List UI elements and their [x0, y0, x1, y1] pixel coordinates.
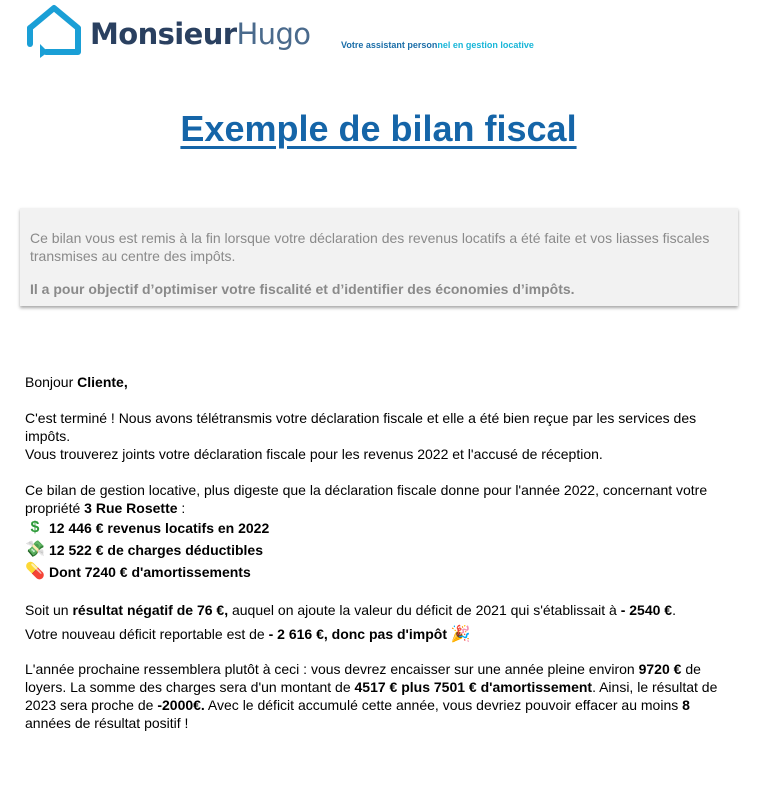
p5-g: Avec le déficit accumulé cette année, vous devriez pouvoir effacer au moins — [204, 697, 683, 713]
info-objective: Il a pour objectif d’optimiser votre fiscalité et d’identifier des économies d’impôts. — [30, 281, 575, 297]
expected-rent: 9720 € — [638, 661, 682, 677]
list-item — [25, 517, 735, 539]
pill-icon: 💊 — [25, 563, 45, 580]
list-item — [25, 539, 735, 561]
brand-name — [90, 17, 310, 51]
property-name: 3 Rue Rosette — [84, 500, 178, 516]
paragraph-3 — [25, 601, 735, 619]
p3-c: auquel on ajoute la valeur du déficit de 2021 qui s'établissait à — [228, 602, 621, 618]
list-item-text: 12 446 € revenus locatifs en 2022 — [49, 520, 270, 536]
header — [26, 4, 726, 60]
page-title — [0, 108, 757, 150]
paragraph-5 — [25, 660, 735, 732]
previous-deficit: - 2540 € — [620, 602, 673, 618]
brand-name-part1: Monsieur — [90, 17, 237, 51]
expected-charges: 4517 € plus 7501 € d'amortissement — [354, 679, 593, 695]
paragraph-2-text: Ce bilan de gestion locative, plus digeste que la déclaration fiscale donne pour l'année 2022, concernant votre propriété — [25, 482, 708, 516]
party-popper-icon: 🎉 — [450, 626, 471, 643]
new-deficit: - 2 616 €, donc pas d'impôt — [268, 626, 447, 642]
p5-e: . Ainsi, le résultat de 2023 sera proche de — [25, 679, 718, 713]
p3-e: . — [672, 602, 676, 618]
page-title-text: Exemple de bilan fiscal — [180, 108, 577, 149]
years-count: 8 — [682, 697, 690, 713]
brand-name-part2: Hugo — [236, 17, 311, 51]
letter-body — [25, 373, 735, 732]
list-item — [25, 561, 735, 583]
negative-result: résultat négatif de 76 €, — [72, 602, 229, 618]
paragraph-2 — [25, 481, 735, 517]
paragraph-1-line-1: C'est terminé ! Nous avons télétransmis votre déclaration fiscale et elle a été bien reçue par les services des impôts. — [25, 410, 697, 444]
p4-a: Votre nouveau déficit reportable est de — [25, 626, 269, 642]
brand-tagline — [341, 40, 534, 50]
tagline-part1: Votre assistant person — [341, 40, 438, 50]
info-box — [20, 208, 738, 306]
list-item-text: Dont 7240 € d'amortissements — [49, 564, 251, 580]
tagline-part2: nel en gestion locative — [437, 40, 534, 50]
house-logo-icon — [26, 4, 82, 58]
paragraph-2-end: : — [177, 500, 186, 516]
greeting-text: Bonjour — [25, 374, 78, 390]
paragraph-4 — [25, 625, 735, 644]
list-item-text: 12 522 € de charges déductibles — [49, 542, 263, 558]
greeting — [25, 373, 735, 391]
expected-result: -2000€. — [157, 697, 205, 713]
p5-c: de loyers. La somme des charges sera d'un montant de — [25, 661, 701, 695]
client-name: Cliente, — [77, 374, 128, 390]
dollar-icon: $ — [30, 519, 40, 536]
paragraph-1-line-2: Vous trouverez joints votre déclaration fiscale pour les revenus 2022 et l'accusé de réception. — [25, 446, 603, 462]
p5-i: années de résultat positif ! — [25, 715, 189, 731]
info-text: Ce bilan vous est remis à la fin lorsque votre déclaration des revenus locatifs a été faite et vos liasses fiscales transmises au centre des impôts. — [30, 230, 710, 264]
p5-a: L'année prochaine ressemblera plutôt à ceci : vous devrez encaisser sur une année pleine environ — [25, 661, 639, 677]
money-wings-icon: 💸 — [25, 541, 45, 558]
p3-a: Soit un — [25, 602, 73, 618]
